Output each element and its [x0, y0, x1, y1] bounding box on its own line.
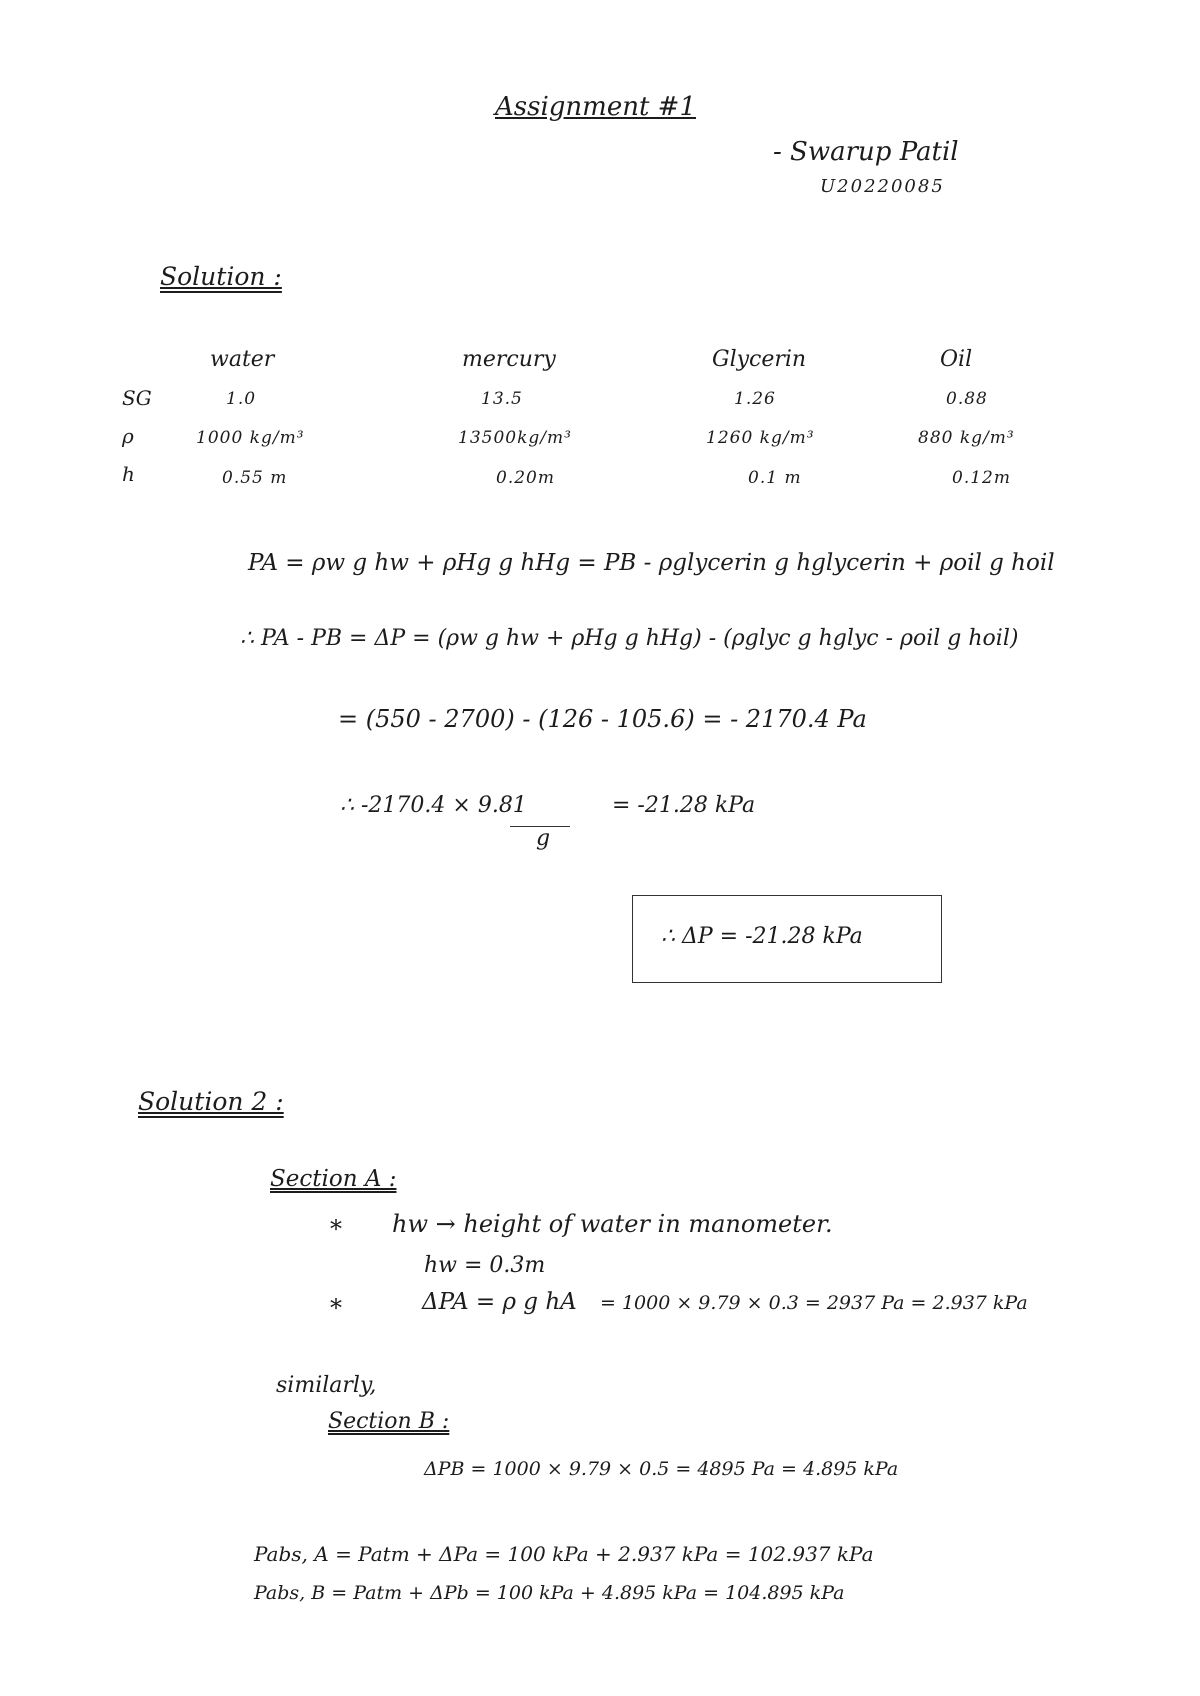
bullet-marker: * [330, 1215, 342, 1243]
delta-pa-calc: = 1000 × 9.79 × 0.3 = 2937 Pa = 2.937 kPa [600, 1292, 1028, 1314]
section-a-heading: Section A : [270, 1166, 397, 1192]
table-cell: 1260 kg/m³ [706, 428, 815, 448]
pressure-balance-equation: PA = ρw g hw + ρHg g hHg = PB - ρglycerin g hglycerin + ρoil g hoil [248, 550, 1055, 576]
table-cell: 0.55 m [222, 468, 288, 488]
table-cell: 1.0 [226, 389, 257, 409]
row-label-density: ρ [122, 424, 134, 448]
table-cell: 0.20m [496, 468, 555, 488]
absolute-pressure-b: Pabs, B = Patm + ΔPb = 100 kPa + 4.895 kPa = 104.895 kPa [254, 1582, 845, 1604]
row-label-height: h [122, 462, 135, 486]
column-header-mercury: mercury [462, 347, 556, 372]
roll-number: U20220085 [820, 176, 945, 197]
table-cell: 13.5 [481, 389, 523, 409]
delta-pb-calc: ΔPB = 1000 × 9.79 × 0.5 = 4895 Pa = 4.895 kPa [424, 1458, 899, 1480]
pressure-difference-equation: ∴ PA - PB = ΔP = (ρw g hw + ρHg g hHg) - (ρglyc g hglyc - ρoil g hoil) [240, 626, 1019, 651]
unit-conversion-denominator: g [536, 826, 551, 851]
pressure-difference-calc: = (550 - 2700) - (126 - 105.6) = - 2170.4 Pa [338, 705, 867, 733]
table-cell: 1.26 [734, 389, 776, 409]
bullet-marker: * [330, 1294, 342, 1322]
water-height-note: hw → height of water in manometer. [392, 1210, 833, 1238]
row-label-sg: SG [122, 386, 152, 410]
section-b-heading: Section B : [328, 1409, 450, 1434]
similarly-text: similarly, [276, 1373, 377, 1398]
table-cell: 0.88 [946, 389, 988, 409]
unit-conversion-result: = -21.28 kPa [612, 793, 756, 818]
page-title: Assignment #1 [495, 92, 696, 122]
table-cell: 0.12m [952, 468, 1011, 488]
column-header-glycerin: Glycerin [712, 347, 807, 372]
unit-conversion-numerator: ∴ -2170.4 × 9.81 [340, 793, 527, 818]
table-cell: 0.1 m [748, 468, 802, 488]
author-name: - Swarup Patil [773, 137, 959, 167]
solution-1-heading: Solution : [160, 262, 282, 291]
water-height-value: hw = 0.3m [424, 1253, 546, 1278]
delta-pa-formula: ΔPA = ρ g hA [422, 1289, 577, 1315]
column-header-water: water [210, 347, 275, 372]
result-value: ∴ ΔP = -21.28 kPa [661, 924, 863, 949]
table-cell: 13500kg/m³ [458, 428, 572, 448]
absolute-pressure-a: Pabs, A = Patm + ΔPa = 100 kPa + 2.937 kPa = 102.937 kPa [254, 1542, 874, 1566]
solution-2-heading: Solution 2 : [138, 1087, 284, 1116]
table-cell: 880 kg/m³ [918, 428, 1015, 448]
table-cell: 1000 kg/m³ [196, 428, 305, 448]
result-box [632, 895, 942, 983]
column-header-oil: Oil [940, 347, 973, 372]
